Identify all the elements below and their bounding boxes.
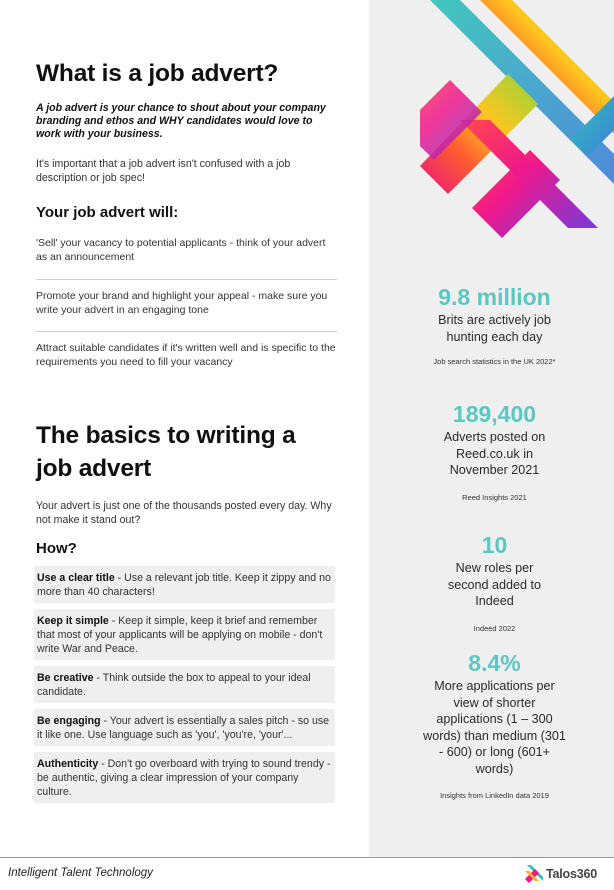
- talos-logo-icon: [525, 865, 543, 883]
- stat-number: 10: [481, 532, 508, 558]
- tip-text: - Use a relevant job title. Keep it zippy and no more than 40 characters!: [37, 572, 331, 598]
- list-item: 'Sell' your vacancy to potential applicants - think of your advert as an announcement: [36, 228, 337, 280]
- tip-label: Keep it simple: [37, 615, 109, 627]
- tip-item: [34, 666, 335, 703]
- stat-source: Job search statistics in the UK 2022*: [433, 357, 556, 366]
- stat-number: 189,400: [452, 401, 537, 427]
- talos-brand-graphic: [420, 0, 614, 250]
- tip-item: [34, 566, 335, 603]
- tip-label: Be creative: [37, 672, 94, 684]
- stat-source: Reed Insights 2021: [462, 492, 527, 502]
- tip-text: - Think outside the box to appeal to your ideal candidate.: [37, 672, 311, 698]
- list-item: Promote your brand and highlight your appeal - make sure you write your advert in an engaging tone: [36, 280, 337, 332]
- brand-logo: [525, 864, 597, 884]
- tip-text: - Your advert is essentially a sales pitch - so use it like one. Use language such as 'you', 'you're, 'your'...: [37, 715, 330, 741]
- how-heading: How?: [36, 540, 77, 557]
- stat-block: [373, 650, 614, 800]
- tip-text: - Don't go overboard with trying to sound trendy - be authentic, giving a clear impression of your company culture.: [37, 758, 331, 798]
- list-item: Attract suitable candidates if it's written well and is specific to the requirements you need to fill your vacancy: [36, 342, 336, 368]
- stat-source: Insights from LinkedIn data 2019: [440, 791, 549, 800]
- stat-description: More applications per view of shorter applications (1 – 300 words) than medium (301 - 600) or long (601+ words): [423, 679, 566, 776]
- intro-text: A job advert is your chance to shout about your company branding and ethos and WHY candidates would love to work with your business.: [36, 102, 326, 140]
- tip-label: Use a clear title: [37, 572, 115, 584]
- stat-block: [373, 284, 614, 366]
- will-heading: Your job advert will:: [36, 204, 179, 221]
- stat-block: [373, 401, 614, 502]
- tip-item: [34, 609, 335, 660]
- stat-description: Adverts posted on Reed.co.uk in November 2021: [443, 430, 546, 477]
- tip-text: - Keep it simple, keep it brief and remember that most of your applicants will be applying on mobile - don't write War and Peace.: [37, 615, 323, 655]
- tip-item: [34, 709, 335, 746]
- footer-tagline: Intelligent Talent Technology: [8, 867, 153, 879]
- basics-title-line2: job advert: [36, 455, 152, 482]
- stat-description: New roles per second added to Indeed: [447, 561, 542, 608]
- tip-label: Be engaging: [37, 715, 101, 727]
- stat-source: Indeed 2022: [473, 623, 516, 633]
- tip-item: [34, 752, 335, 803]
- will-list: [36, 228, 337, 384]
- stat-number: 8.4%: [468, 650, 521, 676]
- note-text: It's important that a job advert isn't confused with a job description or job spec!: [36, 158, 291, 184]
- stat-block: [373, 532, 614, 633]
- basics-title-line1: The basics to writing a: [36, 422, 296, 449]
- page-title: What is a job advert?: [36, 60, 279, 87]
- tips-list: [34, 566, 335, 809]
- brand-name: Talos360: [546, 867, 597, 881]
- tip-label: Authenticity: [37, 758, 99, 770]
- stat-description: Brits are actively job hunting each day: [438, 313, 551, 344]
- stat-number: 9.8 million: [438, 284, 551, 310]
- footer-divider: [0, 857, 614, 858]
- basics-intro: Your advert is just one of the thousands posted every day. Why not make it stand out?: [36, 500, 332, 526]
